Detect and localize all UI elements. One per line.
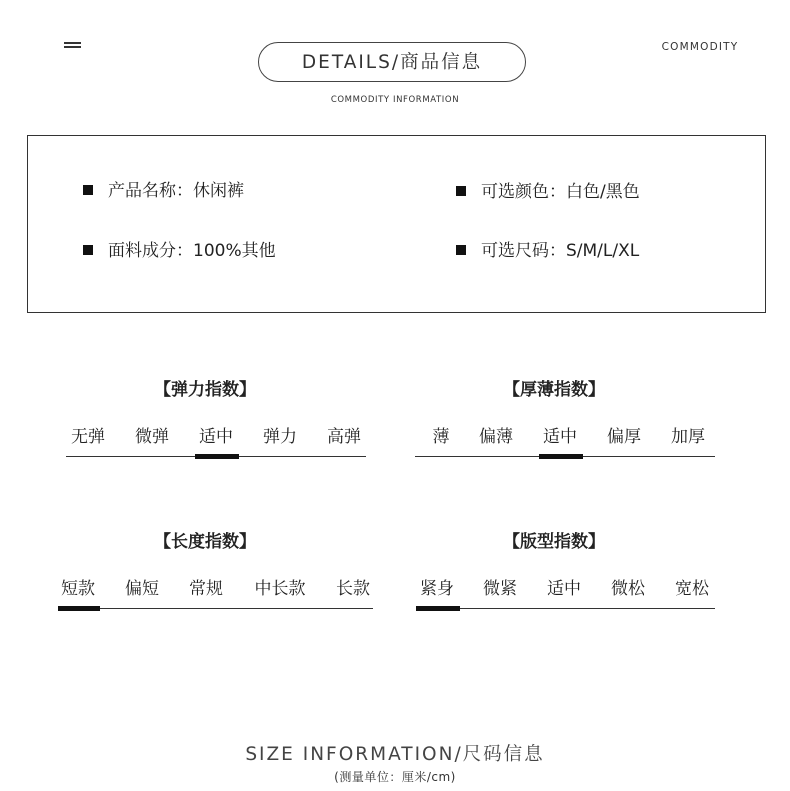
- bullet-icon: [456, 245, 466, 255]
- info-item-colors: [456, 177, 640, 202]
- info-item-material: [83, 236, 276, 261]
- length-option: 长款: [336, 579, 370, 599]
- fit-selected-marker: [416, 606, 460, 611]
- thickness-option: 偏厚: [607, 427, 641, 447]
- fit-option: 微松: [611, 579, 645, 599]
- bullet-icon: [83, 185, 93, 195]
- details-title: DETAILS/商品信息: [258, 42, 526, 82]
- fit-option: 适中: [547, 579, 581, 599]
- bullet-icon: [83, 245, 93, 255]
- length-option-selected: 短款: [61, 579, 95, 599]
- thickness-option: 薄: [432, 427, 450, 447]
- length-scale-line: [58, 608, 373, 609]
- elasticity-option: 弹力: [263, 427, 297, 447]
- length-option: 偏短: [125, 579, 159, 599]
- length-selected-marker: [58, 606, 100, 611]
- bullet-icon: [456, 186, 466, 196]
- fit-scale-line: [416, 608, 715, 609]
- thickness-option: 加厚: [671, 427, 705, 447]
- info-sizes-text: 可选尺码：S/M/L/XL: [481, 241, 640, 261]
- info-name-text: 产品名称：休闲裤: [108, 181, 244, 201]
- thickness-option: 偏薄: [479, 427, 513, 447]
- fit-index-title: 【版型指数】: [503, 532, 605, 552]
- fit-option: 微紧: [483, 579, 517, 599]
- info-item-sizes: [456, 236, 639, 261]
- size-info-subtitle: (测量单位：厘米/cm): [334, 770, 456, 784]
- thickness-option-selected: 适中: [543, 427, 577, 447]
- info-colors-text: 可选颜色：白色/黑色: [481, 182, 640, 202]
- product-info-box: [27, 135, 766, 313]
- elasticity-selected-marker: [195, 454, 239, 459]
- details-subtitle: COMMODITY INFORMATION: [330, 95, 460, 105]
- size-info-title: SIZE INFORMATION/尺码信息: [245, 744, 545, 765]
- length-option: 中长款: [254, 579, 306, 599]
- thickness-index-title: 【厚薄指数】: [503, 380, 605, 400]
- thickness-selected-marker: [539, 454, 583, 459]
- commodity-label: COMMODITY: [661, 41, 739, 53]
- elasticity-option: 微弹: [135, 427, 169, 447]
- length-index-title: 【长度指数】: [154, 532, 256, 552]
- elasticity-option-selected: 适中: [199, 427, 233, 447]
- fit-option: 宽松: [675, 579, 709, 599]
- fit-option-selected: 紧身: [420, 579, 454, 599]
- menu-icon[interactable]: [64, 42, 81, 48]
- elasticity-index-title: 【弹力指数】: [154, 380, 256, 400]
- elasticity-option: 无弹: [71, 427, 105, 447]
- length-option: 常规: [189, 579, 223, 599]
- elasticity-option: 高弹: [327, 427, 361, 447]
- info-item-name: [83, 176, 244, 201]
- info-material-text: 面料成分：100%其他: [108, 241, 276, 261]
